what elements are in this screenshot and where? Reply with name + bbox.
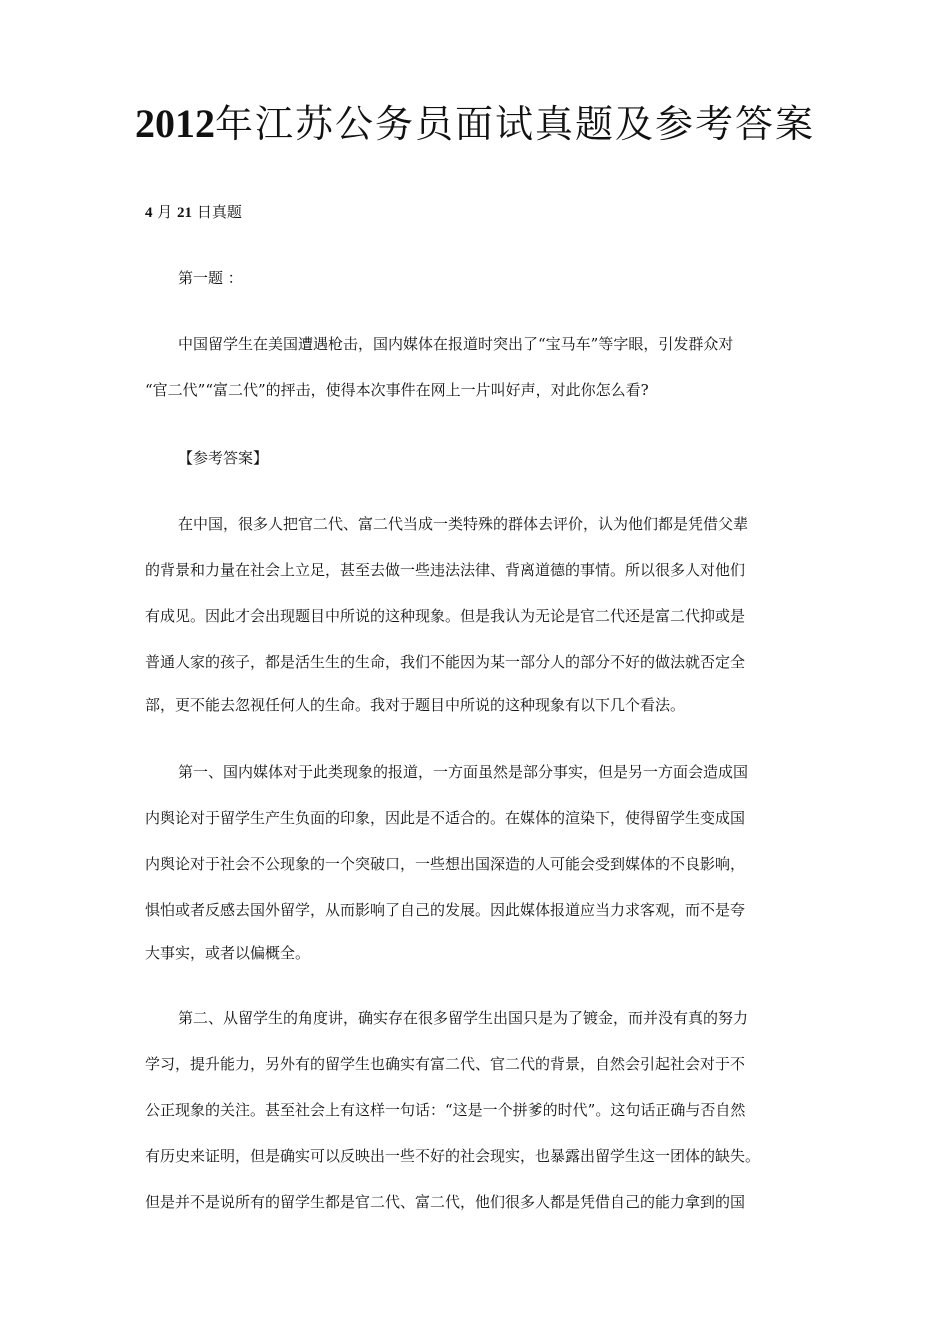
exam-date-heading: [145, 200, 242, 225]
paragraph-line: 大事实，或者以偏概全。: [145, 944, 311, 962]
paragraph-line: 第一、国内媒体对于此类现象的报道，一方面虽然是部分事实，但是另一方面会造成国: [178, 763, 749, 781]
document-title: [0, 96, 950, 152]
date-month: 4: [145, 205, 153, 221]
paragraph-line: 惧怕或者反感去国外留学，从而影响了自己的发展。因此媒体报道应当力求客观，而不是夸: [145, 901, 746, 919]
paragraph-line: 但是并不是说所有的留学生都是官二代、富二代，他们很多人都是凭借自己的能力拿到的国: [145, 1193, 746, 1211]
paragraph-line: 的背景和力量在社会上立足，甚至去做一些违法法律、背离道德的事情。所以很多人对他们: [145, 561, 746, 579]
paragraph-line: 有历史来证明，但是确实可以反映出一些不好的社会现实，也暴露出留学生这一团体的缺失。: [145, 1147, 761, 1165]
paragraph-line: 内舆论对于社会不公现象的一个突破口，一些想出国深造的人可能会受到媒体的不良影响，: [145, 855, 746, 873]
date-day: 21: [177, 205, 193, 221]
paragraph-line: 普通人家的孩子，都是活生生的生命，我们不能因为某一部分人的部分不好的做法就否定全: [145, 653, 746, 671]
paragraph-line: 有成见。因此才会出现题目中所说的这种现象。但是我认为无论是官二代还是富二代抑或是: [145, 607, 746, 625]
question-line: “官二代”“富二代”的抨击，使得本次事件在网上一片叫好声，对此你怎么看?: [145, 381, 649, 399]
title-text: 年江苏公务员面试真题及参考答案: [214, 102, 815, 146]
question-label: 第一题 ：: [178, 269, 243, 287]
question-line: 中国留学生在美国遭遇枪击，国内媒体在报道时突出了“宝马车”等字眼，引发群众对: [178, 335, 734, 353]
paragraph-line: 部，更不能去忽视任何人的生命。我对于题目中所说的这种现象有以下几个看法。: [145, 696, 686, 714]
title-year: 2012: [134, 101, 215, 146]
date-month-unit: 月: [152, 203, 178, 221]
date-day-unit: 日真题: [192, 203, 242, 221]
paragraph-line: 学习，提升能力，另外有的留学生也确实有富二代、官二代的背景，自然会引起社会对于不: [145, 1055, 746, 1073]
paragraph-line: 公正现象的关注。甚至社会上有这样一句话：“这是一个拼爹的时代”。这句话正确与否自然: [145, 1101, 746, 1119]
answer-label: 【参考答案】: [178, 449, 269, 467]
paragraph-line: 在中国，很多人把官二代、富二代当成一类特殊的群体去评价，认为他们都是凭借父辈: [178, 515, 749, 533]
paragraph-line: 内舆论对于留学生产生负面的印象，因此是不适合的。在媒体的渲染下，使得留学生变成国: [145, 809, 746, 827]
paragraph-line: 第二、从留学生的角度讲，确实存在很多留学生出国只是为了镀金，而并没有真的努力: [178, 1009, 749, 1027]
